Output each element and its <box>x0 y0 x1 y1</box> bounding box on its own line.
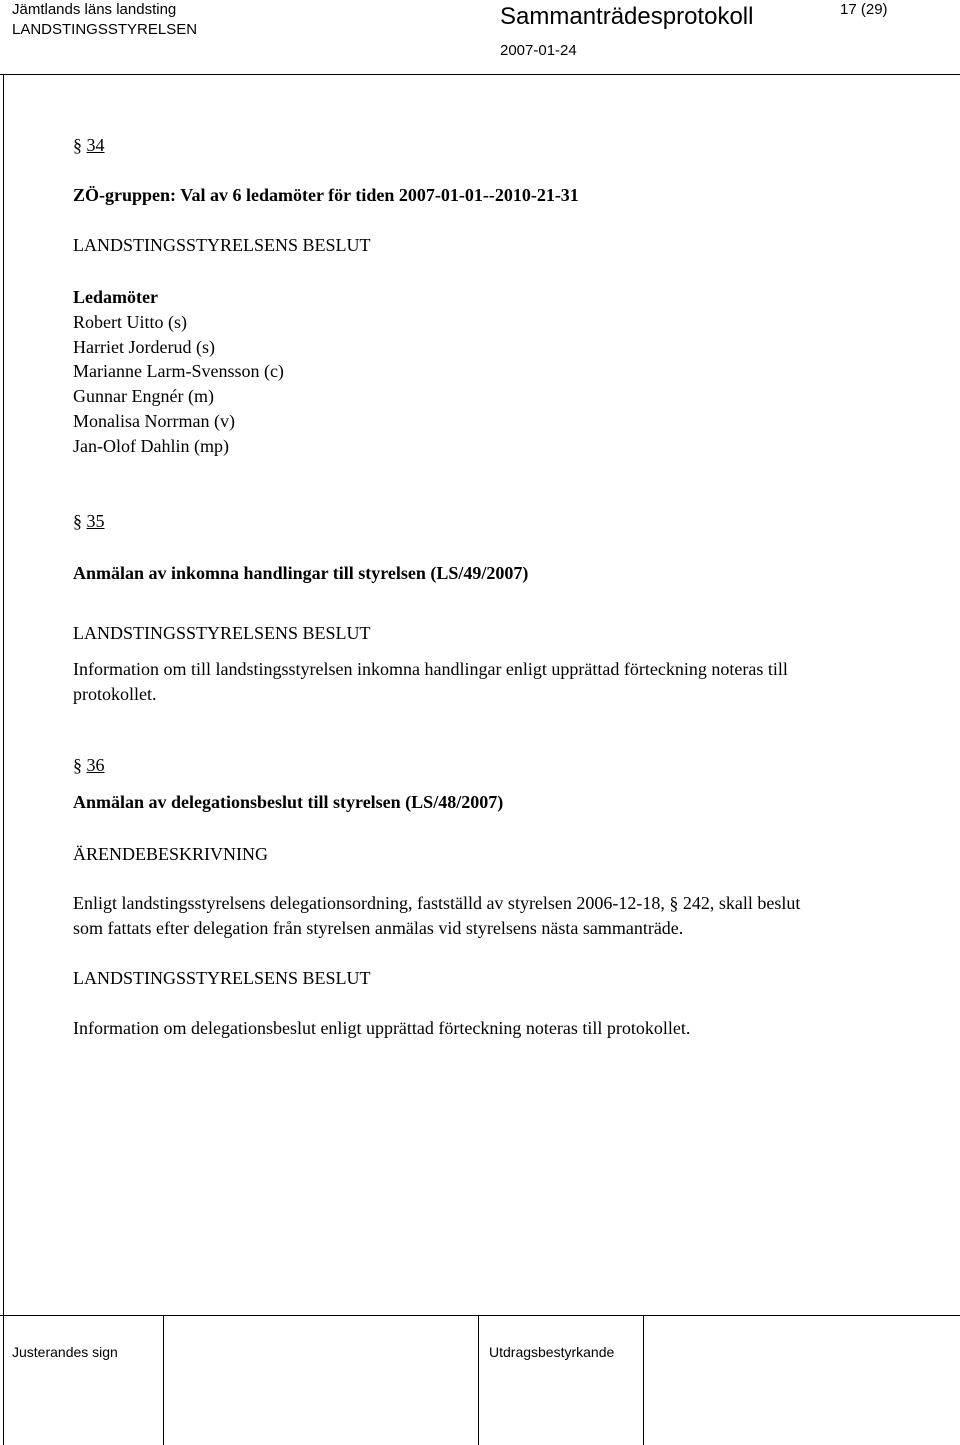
members-heading: Ledamöter <box>73 287 158 307</box>
footer-divider <box>643 1315 644 1445</box>
member-item: Marianne Larm-Svensson (c) <box>73 361 284 381</box>
member-item: Monalisa Norrman (v) <box>73 411 235 431</box>
certification-field-label: Utdragsbestyrkande <box>489 1344 615 1360</box>
section-35-body-line: protokollet. <box>73 684 157 704</box>
department-name: LANDSTINGSSTYRELSEN <box>12 21 198 38</box>
page-number: 17 (29) <box>840 1 888 18</box>
section-34-title: ZÖ-gruppen: Val av 6 ledamöter för tiden 2007-01-01--2010-21-31 <box>73 185 579 205</box>
section-34-decision-heading: LANDSTINGSSTYRELSENS BESLUT <box>73 235 371 255</box>
section-36-description-line: som fattats efter delegation från styrelsen anmälas vid styrelsens nästa sammanträde. <box>73 918 684 938</box>
member-item: Harriet Jorderud (s) <box>73 337 215 357</box>
section-35-title: Anmälan av inkomna handlingar till styrelsen (LS/49/2007) <box>73 563 529 583</box>
section-36-description-line: Enligt landstingsstyrelsens delegationsordning, fastställd av styrelsen 2006-12-18, § 242, skall beslut <box>73 893 801 913</box>
header-rule <box>0 74 960 75</box>
document-date: 2007-01-24 <box>500 42 577 59</box>
section-36-title: Anmälan av delegationsbeslut till styrelsen (LS/48/2007) <box>73 792 504 812</box>
section-36-decision-heading: LANDSTINGSSTYRELSENS BESLUT <box>73 968 371 988</box>
section-36-decision-text: Information om delegationsbeslut enligt upprättad förteckning noteras till protokollet. <box>73 1018 691 1038</box>
section-36-number: § 36 <box>73 755 105 775</box>
member-item: Jan-Olof Dahlin (mp) <box>73 436 229 456</box>
signature-field-label: Justerandes sign <box>12 1344 118 1360</box>
footer-top-rule <box>0 1315 960 1316</box>
section-35-body-line: Information om till landstingsstyrelsen inkomna handlingar enligt upprättad förteckning noteras till <box>73 659 788 679</box>
section-34-number: § 34 <box>73 135 105 155</box>
footer-divider <box>478 1315 479 1445</box>
member-item: Robert Uitto (s) <box>73 312 187 332</box>
section-35-number: § 35 <box>73 511 105 531</box>
page-left-border <box>3 75 4 1315</box>
section-35-decision-heading: LANDSTINGSSTYRELSENS BESLUT <box>73 623 371 643</box>
organization-name: Jämtlands läns landsting <box>12 1 177 18</box>
member-item: Gunnar Engnér (m) <box>73 386 214 406</box>
footer-divider <box>163 1315 164 1445</box>
footer-divider <box>3 1315 4 1445</box>
document-type: Sammanträdesprotokoll <box>500 3 754 30</box>
section-36-description-heading: ÄRENDEBESKRIVNING <box>73 844 268 864</box>
